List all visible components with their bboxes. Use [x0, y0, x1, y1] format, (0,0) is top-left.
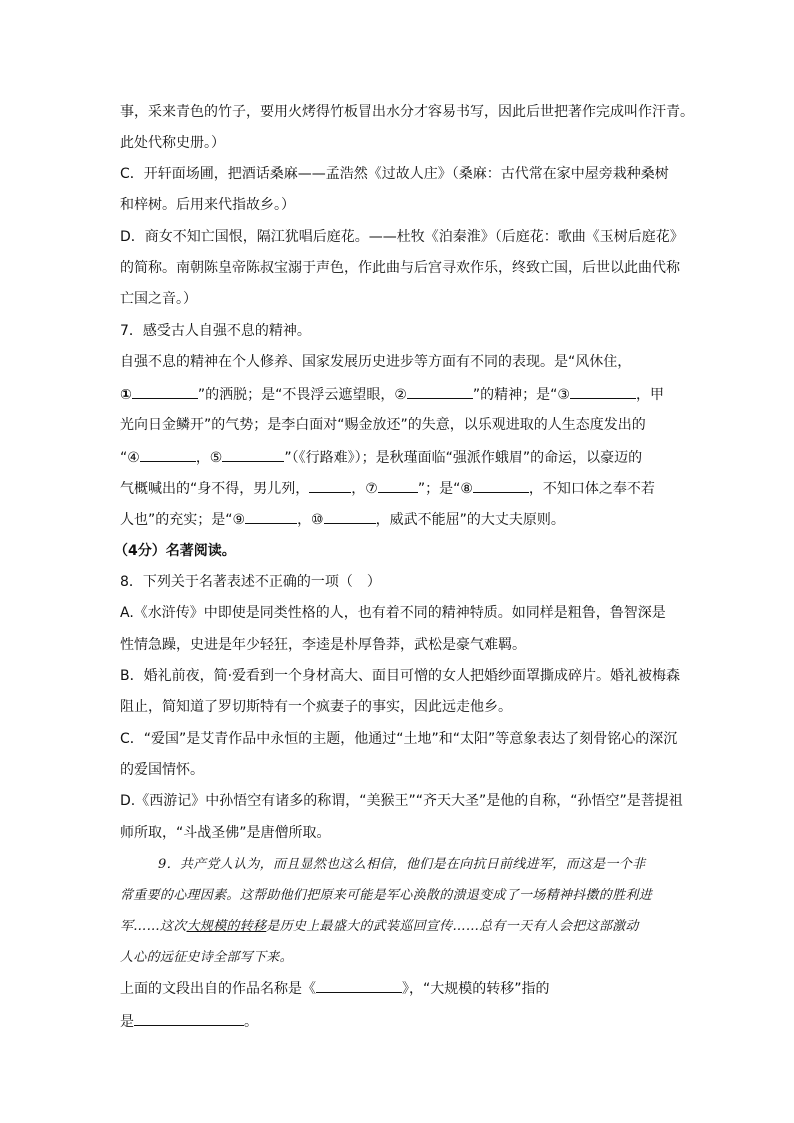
text-segment: 是: [120, 1014, 134, 1030]
text-line: 的爱国情怀。: [120, 762, 204, 778]
quote-line: 9．共产党人认为，而且显然也这么相信，他们是在向抗日前线进军，而这是一个非: [158, 857, 646, 872]
fill-blank-line: [120, 1012, 258, 1031]
text-line: 此处代称史册。）: [120, 135, 225, 151]
text-segment: 人也”的充实；是“⑨: [120, 512, 246, 528]
option-a-line: A.《水浒传》中即使是同类性格的人，也有着不同的精神特质。如同样是粗鲁，鲁智深是: [120, 605, 666, 621]
text-segment: ”的洒脱；是“不畏浮云遮望眼，②: [197, 387, 407, 403]
text-segment: ，⑩: [297, 512, 324, 528]
text-line: 阻止，简知道了罗切斯特有一个疯妻子的事实，因此远走他乡。: [120, 699, 512, 715]
text-segment: “④: [120, 450, 140, 466]
answer-blank-6[interactable]: [309, 479, 351, 493]
question-8-title: 8．下列关于名著表述不正确的一项（ ）: [120, 574, 381, 590]
text-line: 自强不息的精神在个人修养、国家发展历史进步等方面有不同的表现。是“风休住，: [120, 354, 632, 370]
text-segment: 。: [244, 1014, 258, 1030]
question-7-title: 7．感受古人自强不息的精神。: [120, 323, 311, 339]
answer-blank-5[interactable]: [222, 448, 284, 462]
fill-blank-line: [120, 448, 642, 467]
answer-blank-2[interactable]: [407, 385, 473, 399]
option-c-line: C．开轩面场圃，把酒话桑麻——孟浩然《过故人庄》（桑麻：古代常在家中屋旁栽种桑树: [120, 166, 669, 182]
text-line: 的简称。南朝陈皇帝陈叔宝溺于声色，作此曲与后宫寻欢作乐，终致亡国，后世以此曲代称: [120, 260, 680, 276]
text-segment: 军……这次: [120, 919, 187, 934]
text-line: 事，采来青色的竹子，要用火烤得竹板冒出水分才容易书写，因此后世把著作完成叫作汗青。: [120, 104, 694, 120]
answer-blank-work-title[interactable]: [316, 979, 402, 993]
underlined-phrase: 大规模的转移: [186, 919, 267, 934]
quote-line: 人心的远征史诗全部写下来。: [120, 950, 293, 965]
text-line: 亡国之音。）: [120, 291, 197, 307]
text-line: 和梓树。后用来代指故乡。）: [120, 197, 295, 213]
text-line: 光向日金鳞开”的气势；是李白面对“赐金放还”的失意，以乐观进取的人生态度发出的: [120, 417, 646, 433]
text-segment: ，威武不能屈”的大丈夫原则。: [375, 512, 565, 528]
option-b-line: B．婚礼前夜，简·爱看到一个身材高大、面目可憎的女人把婚纱面罩撕成碎片。婚礼被梅森: [120, 668, 681, 684]
text-segment: 气概喊出的“身不得，男儿列，: [120, 481, 310, 497]
option-d-line: D.《西游记》中孙悟空有诸多的称谓，“美猴王”“齐天大圣”是他的自称，“孙悟空”是菩提祖: [120, 793, 683, 809]
text-segment: ”（《行路难》）；是秋瑾面临“强派作蛾眉”的命运，以豪迈的: [284, 450, 643, 466]
text-segment: ，⑦: [351, 481, 378, 497]
text-line: 性情急躁，史进是年少轻狂，李逵是朴厚鲁莽，武松是豪气难羁。: [120, 637, 526, 653]
answer-blank-3[interactable]: [570, 385, 636, 399]
quote-line: 常重要的心理因素。这帮助他们把原来可能是军心涣散的溃退变成了一场精神抖擞的胜利进: [120, 888, 653, 903]
text-segment: ”的精神；是“③: [472, 387, 570, 403]
answer-blank-10[interactable]: [324, 510, 376, 524]
answer-blank-9[interactable]: [245, 510, 297, 524]
text-line: 师所取，“斗战圣佛”是唐僧所取。: [120, 825, 331, 841]
answer-blank-8[interactable]: [473, 479, 529, 493]
fill-blank-line: [120, 479, 655, 498]
text-segment: 》，“大规模的转移”指的: [402, 981, 550, 997]
text-segment: ”；是“⑧: [417, 481, 473, 497]
answer-blank-1[interactable]: [132, 385, 198, 399]
section-heading: （4分）名著阅读。: [114, 543, 236, 559]
answer-blank-meaning[interactable]: [134, 1012, 244, 1026]
text-segment: ，⑤: [195, 450, 223, 466]
text-segment: ，甲: [635, 387, 664, 403]
answer-blank-4[interactable]: [140, 448, 196, 462]
text-segment: 上面的文段出自的作品名称是《: [120, 981, 316, 997]
fill-blank-line: [120, 510, 565, 529]
blank-number: ①: [120, 387, 132, 403]
text-segment: ，不知口体之奉不若: [528, 481, 655, 497]
quote-line: [120, 918, 639, 936]
answer-blank-7[interactable]: [378, 479, 418, 493]
option-c-line: C．“爱国”是艾青作品中永恒的主题，他通过“土地”和“太阳”等意象表达了刻骨铭心的深沉: [120, 731, 678, 747]
fill-blank-line: [120, 385, 664, 404]
option-d-line: D．商女不知亡国恨，隔江犹唱后庭花。——杜牧《泊秦淮》（后庭花：歌曲《玉树后庭花》: [120, 229, 684, 245]
fill-blank-line: [120, 979, 550, 998]
text-segment: 是历史上最盛大的武装巡回宣传……总有一天有人会把这部激动: [266, 919, 639, 934]
